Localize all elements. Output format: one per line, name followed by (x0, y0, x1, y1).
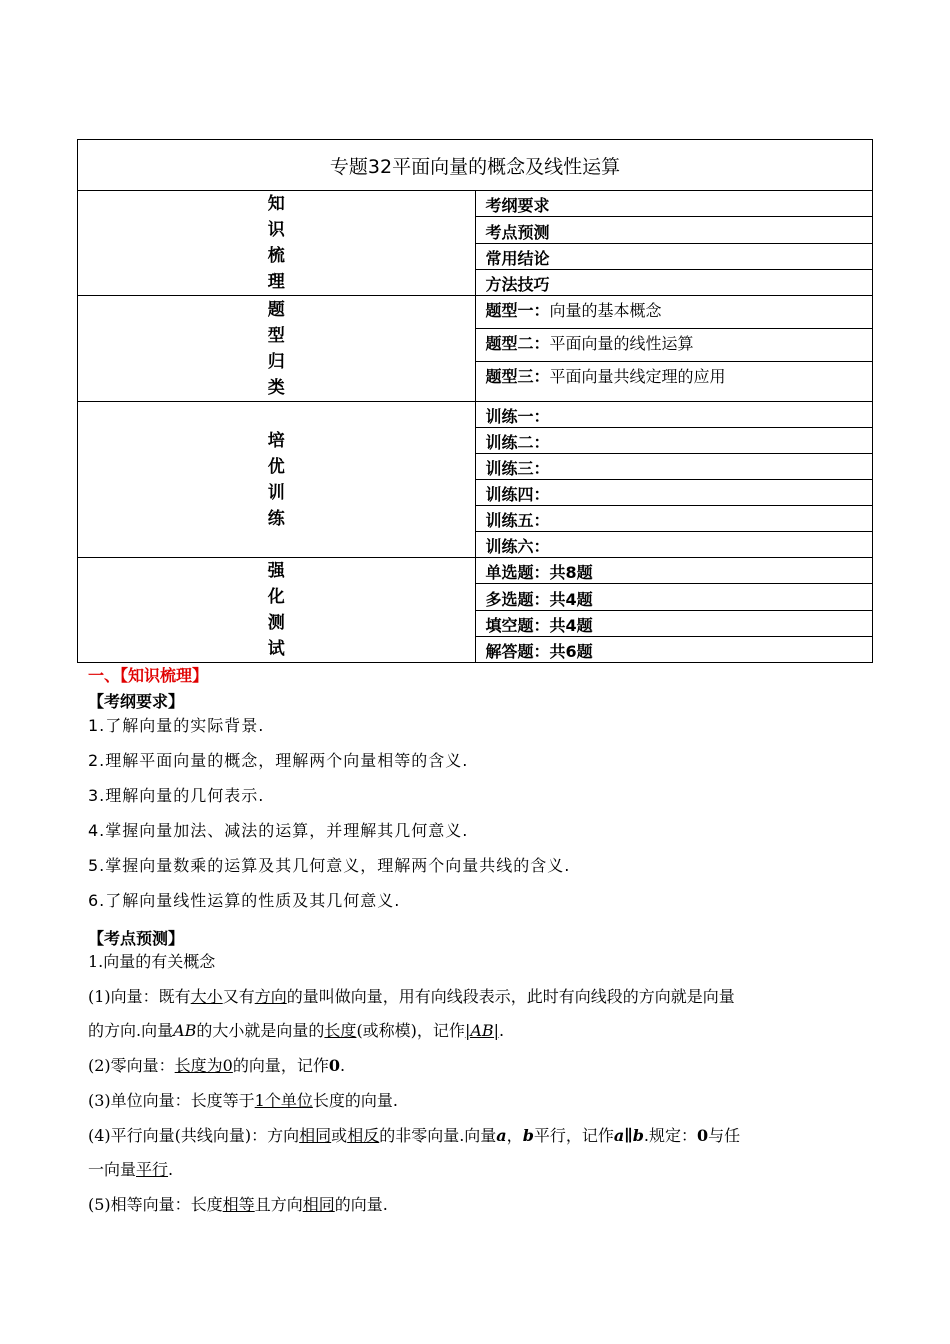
outline-row: 考纲要求 (475, 191, 873, 217)
group-test (78, 558, 476, 663)
group-char: 测 (267, 613, 285, 633)
group-char: 试 (267, 639, 285, 659)
outline-row: 训练二： (475, 428, 873, 454)
outline-row: 训练六： (475, 532, 873, 558)
group-char: 型 (267, 325, 285, 346)
text: 且方向 (254, 1195, 303, 1214)
text: ， (506, 1126, 523, 1145)
outline-table (77, 139, 873, 663)
outline-row: 训练五： (475, 506, 873, 532)
vector-symbol: b (522, 1126, 534, 1145)
paragraph (88, 1157, 173, 1180)
underlined-term: 长度 (324, 1021, 357, 1040)
text: 的向量，记作 (232, 1056, 329, 1075)
text: 的非零向量.向量 (379, 1126, 497, 1145)
outline-row: 多选题：共4题 (475, 584, 873, 610)
vector-symbol: AB (173, 1021, 197, 1040)
underlined-term: 相同 (299, 1126, 332, 1145)
outline-row: 常用结论 (475, 243, 873, 269)
list-item: 3.理解向量的几何表示. (88, 786, 265, 805)
outline-row: 单选题：共8题 (475, 558, 873, 584)
group-char: 梳 (267, 246, 285, 266)
underlined-term: |AB| (464, 1021, 500, 1040)
paragraph (88, 1192, 388, 1215)
group-char: 类 (267, 377, 285, 398)
text: .规定： (643, 1126, 698, 1145)
group-char: 练 (267, 508, 285, 529)
underlined-term: 相同 (302, 1195, 335, 1214)
group-char: 题 (267, 299, 285, 320)
zero-vector: 0 (697, 1126, 709, 1145)
text: . (499, 1021, 505, 1040)
text: (4)平行向量(共线向量)：方向 (88, 1126, 300, 1145)
group-char: 训 (267, 482, 285, 503)
text: 又有 (222, 987, 255, 1006)
paragraph (88, 1018, 504, 1041)
underlined-term: 长度为0 (174, 1056, 233, 1075)
paragraph (88, 1053, 345, 1076)
group-knowledge (78, 191, 476, 296)
paragraph (88, 984, 735, 1007)
text: 平行，记作 (533, 1126, 614, 1145)
group-char: 知 (267, 194, 285, 214)
outline-row (475, 329, 873, 362)
group-char: 识 (267, 220, 285, 240)
list-item: 5.掌握向量数乘的运算及其几何意义，理解两个向量共线的含义. (88, 856, 571, 875)
type-text: 向量的基本概念 (549, 301, 662, 320)
type-label: 题型一： (485, 301, 550, 320)
outline-row: 考点预测 (475, 217, 873, 243)
vector-symbol: a∥b (613, 1126, 644, 1145)
paragraph (88, 1088, 398, 1111)
text: 的大小就是向量的 (196, 1021, 325, 1040)
outline-row: 解答题：共6题 (475, 636, 873, 662)
type-text: 平面向量共线定理的应用 (549, 367, 726, 386)
text: 的量叫做向量，用有向线段表示，此时有向线段的方向就是向量 (286, 987, 735, 1006)
list-item: 6.了解向量线性运算的性质及其几何意义. (88, 891, 401, 910)
underlined-term: 方向 (254, 987, 287, 1006)
underlined-term: 大小 (190, 987, 223, 1006)
outline-row: 方法技巧 (475, 269, 873, 295)
list-item: 1.了解向量的实际背景. (88, 716, 265, 735)
paragraph (88, 1123, 740, 1146)
text: 的方向.向量 (88, 1021, 174, 1040)
document-title: 专题32平面向量的概念及线性运算 (78, 140, 873, 191)
underlined-term: 相等 (222, 1195, 255, 1214)
text: . (168, 1160, 174, 1179)
text: 或 (331, 1126, 348, 1145)
group-char: 强 (267, 561, 285, 581)
text: (2)零向量： (88, 1056, 175, 1075)
group-char: 归 (267, 351, 285, 372)
group-char: 培 (267, 430, 285, 451)
outline-row: 填空题：共4题 (475, 610, 873, 636)
group-char: 优 (267, 456, 285, 477)
text: (或称模)，记作 (356, 1021, 465, 1040)
outline-row (475, 362, 873, 402)
section-title: 一、【知识梳理】 (88, 666, 209, 685)
text: (1)向量：既有 (88, 987, 191, 1006)
zero-vector: 0 (328, 1056, 341, 1075)
underlined-term: 相反 (347, 1126, 380, 1145)
group-char: 化 (267, 587, 285, 607)
list-item: 2.理解平面向量的概念，理解两个向量相等的含义. (88, 751, 469, 770)
text: 长度的向量. (312, 1091, 398, 1110)
text: . (340, 1056, 346, 1075)
type-text: 平面向量的线性运算 (549, 334, 694, 353)
outline-row: 训练一： (475, 402, 873, 428)
type-label: 题型二： (485, 334, 550, 353)
outline-row (475, 296, 873, 329)
text: 一向量 (88, 1160, 137, 1179)
group-char: 理 (267, 272, 285, 292)
outline-row: 训练三： (475, 454, 873, 480)
concept-title: 1.向量的有关概念 (88, 952, 216, 971)
predict-title: 【考点预测】 (88, 929, 185, 948)
exam-requirements-title: 【考纲要求】 (88, 692, 185, 711)
group-training (78, 402, 476, 558)
text: 与任 (708, 1126, 741, 1145)
outline-row: 训练四： (475, 480, 873, 506)
text: (3)单位向量：长度等于 (88, 1091, 255, 1110)
underlined-term: 平行 (136, 1160, 169, 1179)
group-types (78, 296, 476, 402)
vector-symbol: a (496, 1126, 507, 1145)
type-label: 题型三： (485, 367, 550, 386)
text: 的向量. (334, 1195, 388, 1214)
text: (5)相等向量：长度 (88, 1195, 223, 1214)
list-item: 4.掌握向量加法、减法的运算，并理解其几何意义. (88, 821, 469, 840)
underlined-term: 1个单位 (254, 1091, 313, 1110)
